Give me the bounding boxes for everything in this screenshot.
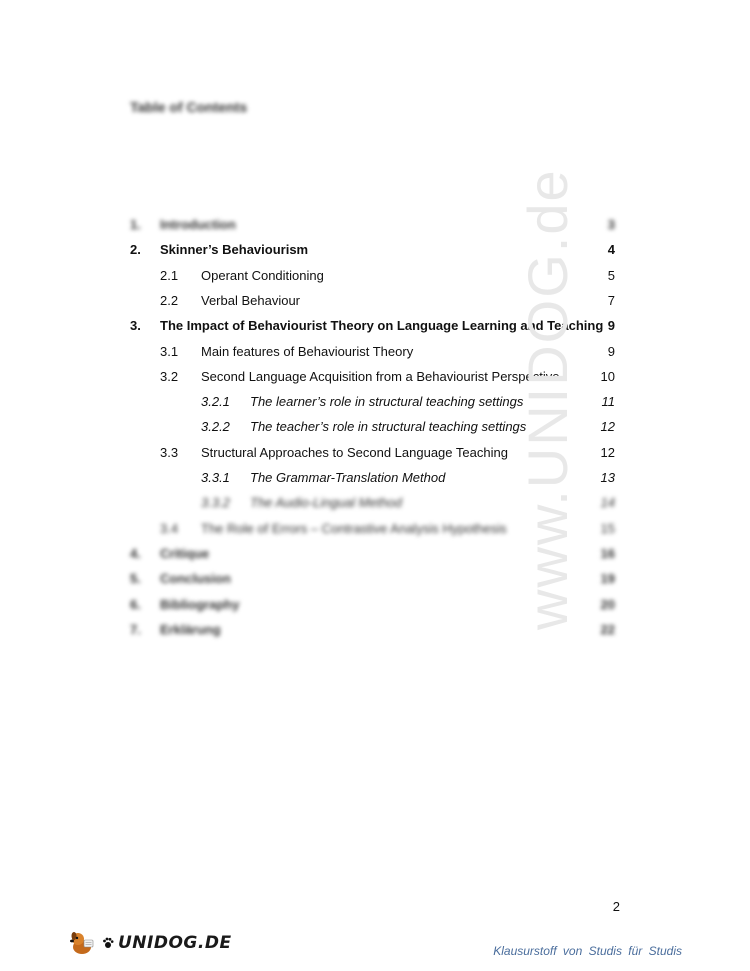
- toc-entry-number: 4.: [130, 545, 141, 561]
- toc-entry-number: 3.1: [160, 343, 179, 359]
- toc-entry[interactable]: [0, 443, 750, 463]
- toc-entry-title: Second Language Acquisition from a Behaviourist Perspective: [201, 368, 560, 384]
- toc-entry-page: 10: [600, 368, 615, 384]
- toc-entry-page: 12: [600, 419, 615, 435]
- toc-entry-page: 13: [600, 470, 615, 485]
- toc-entry-title: Critique: [160, 545, 210, 561]
- toc-entry-number: 3.2.2: [201, 419, 230, 435]
- toc-entry-page: 15: [600, 520, 615, 536]
- toc-entry-title: The teacher’s role in structural teaching settings: [250, 419, 527, 435]
- toc-entry-page: 16: [600, 545, 615, 561]
- toc-entry[interactable]: [0, 342, 750, 362]
- dog-mascot-icon: [68, 930, 98, 956]
- toc-entry[interactable]: [0, 291, 750, 311]
- toc-entry-page: 7: [607, 292, 615, 308]
- toc-entry[interactable]: [0, 367, 750, 387]
- toc-entry[interactable]: [0, 595, 750, 615]
- toc-entry-page: 3: [607, 217, 615, 232]
- toc-entry-number: 3.2: [160, 368, 179, 384]
- toc-entry-number: 5.: [130, 571, 141, 587]
- toc-entry[interactable]: [0, 316, 750, 336]
- toc-entry-title: Skinner’s Behaviourism: [160, 242, 309, 258]
- unidog-logo: [68, 930, 232, 956]
- page-number: 2: [612, 899, 620, 914]
- toc-entry[interactable]: [0, 569, 750, 589]
- toc-entry-number: 2.: [130, 242, 141, 258]
- toc-entry[interactable]: [0, 240, 750, 260]
- toc-entry-number: 2.2: [160, 292, 179, 308]
- toc-entry-title: Conclusion: [160, 571, 231, 587]
- toc-entry-number: 3.3.1: [201, 470, 230, 485]
- toc-entry-page: 14: [600, 495, 615, 511]
- toc-entry-title: The learner’s role in structural teaching settings: [250, 394, 524, 410]
- footer-tagline: Klausurstoff von Studis für Studis: [493, 944, 682, 958]
- toc-entry-title: Erklärung: [160, 621, 221, 637]
- toc-entry-number: 1.: [130, 217, 141, 232]
- toc-entry[interactable]: [0, 519, 750, 539]
- toc-entry-number: 3.2.1: [201, 394, 230, 410]
- toc-entry-page: 11: [601, 394, 615, 410]
- watermark: www.UNIDOG.de: [516, 168, 579, 630]
- toc-entry-number: 2.1: [160, 267, 179, 283]
- toc-entry-page: 9: [607, 343, 615, 359]
- logo-text: UNIDOG.DE: [118, 933, 232, 953]
- toc-entry[interactable]: [0, 392, 750, 412]
- toc-entry-title: The Audio-Lingual Method: [250, 495, 403, 511]
- toc-entry-page: 5: [607, 267, 615, 283]
- toc-entry[interactable]: [0, 417, 750, 437]
- toc-entry-title: Operant Conditioning: [201, 267, 324, 283]
- toc-heading: Table of Contents: [130, 99, 248, 115]
- toc-entry-title: Structural Approaches to Second Language Teaching: [201, 444, 508, 460]
- toc-entry-title: Verbal Behaviour: [201, 292, 301, 308]
- toc-entry-title: The Grammar-Translation Method: [250, 470, 446, 485]
- toc-entry[interactable]: [0, 493, 750, 513]
- toc-entry[interactable]: [0, 266, 750, 286]
- toc-entry-page: 22: [600, 621, 615, 637]
- toc-entry[interactable]: [0, 215, 750, 235]
- toc-entry-title: Bibliography: [160, 596, 240, 612]
- toc-entry-title: The Impact of Behaviourist Theory on Language Learning and Teaching: [160, 318, 604, 334]
- paw-icon: [102, 937, 114, 949]
- toc-entry[interactable]: [0, 544, 750, 564]
- toc-entry-page: 20: [600, 596, 615, 612]
- toc-entry-number: 3.3: [160, 444, 179, 460]
- toc-entry-page: 12: [600, 444, 615, 460]
- toc-entry-title: The Role of Errors – Contrastive Analysis Hypothesis: [201, 520, 507, 536]
- toc-entry-number: 7.: [130, 621, 141, 637]
- toc-entry-title: Introduction: [160, 217, 236, 232]
- toc-entry-page: 9: [607, 318, 615, 334]
- toc-entry-title: Main features of Behaviourist Theory: [201, 343, 414, 359]
- toc-entry-page: 19: [600, 571, 615, 587]
- toc-entry-number: 3.: [130, 318, 141, 334]
- toc-entry-number: 6.: [130, 596, 141, 612]
- toc-entry-number: 3.3.2: [201, 495, 230, 511]
- toc-entry[interactable]: [0, 468, 750, 488]
- toc-entry[interactable]: [0, 620, 750, 640]
- toc-entry-number: 3.4: [160, 520, 179, 536]
- toc-entry-page: 4: [607, 242, 615, 258]
